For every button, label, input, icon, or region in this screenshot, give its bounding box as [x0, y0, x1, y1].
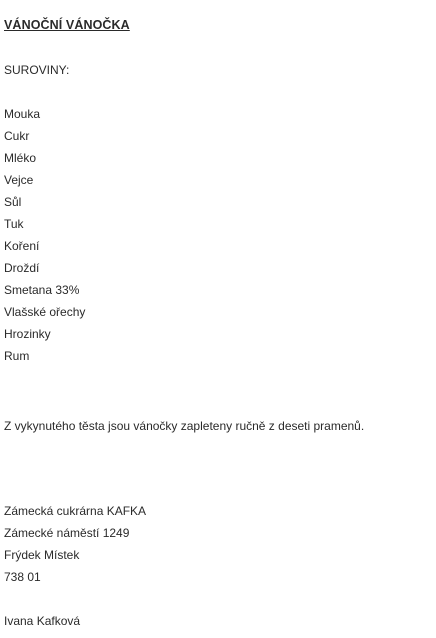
ingredient-item: Smetana 33% [4, 283, 80, 297]
signature-person: Ivana Kafková [4, 614, 81, 628]
ingredient-item: Rum [4, 349, 30, 363]
ingredient-item: Mléko [4, 151, 37, 165]
ingredient-item: Vlašské ořechy [4, 305, 86, 319]
address-name: Zámecká cukrárna KAFKA [4, 504, 147, 518]
document-title: VÁNOČNÍ VÁNOČKA [4, 18, 130, 32]
ingredient-item: Cukr [4, 129, 30, 143]
ingredient-item: Tuk [4, 217, 24, 231]
ingredient-item: Hrozinky [4, 327, 51, 341]
ingredient-item: Droždí [4, 261, 40, 275]
address-block [4, 503, 146, 591]
address-postal-code: 738 01 [4, 570, 41, 584]
ingredient-item: Sůl [4, 195, 22, 209]
address-street: Zámecké náměstí 1249 [4, 526, 130, 540]
ingredient-item: Mouka [4, 107, 41, 121]
address-city: Frýdek Místek [4, 548, 80, 562]
signature-block [4, 613, 80, 635]
ingredient-item: Vejce [4, 173, 34, 187]
ingredients-list [4, 106, 85, 370]
ingredient-item: Koření [4, 239, 40, 253]
recipe-description: Z vykynutého těsta jsou vánočky zapleteny ručně z deseti pramenů. [4, 419, 365, 433]
ingredients-heading: SUROVINY: [4, 63, 70, 77]
